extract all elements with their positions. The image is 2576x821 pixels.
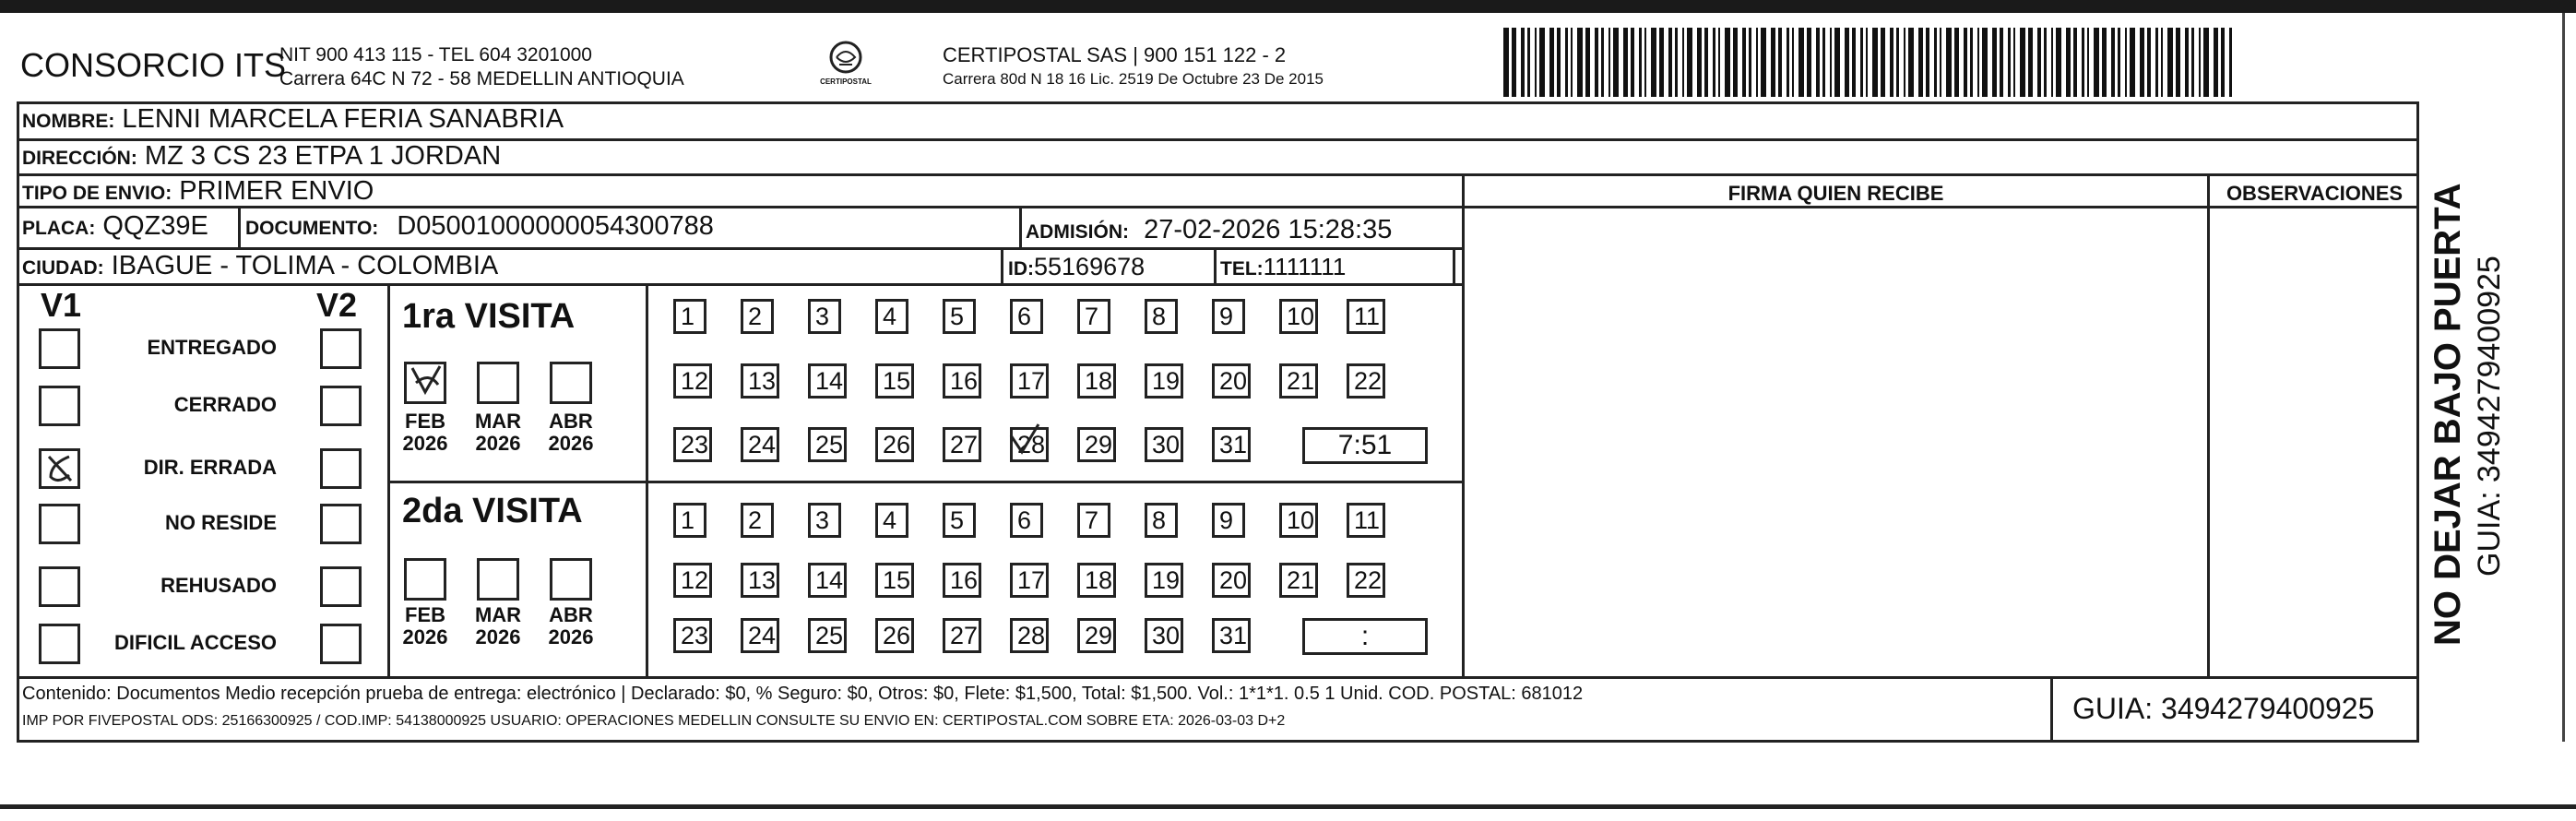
observaciones-header: OBSERVACIONES bbox=[2226, 182, 2404, 205]
day-number: 10 bbox=[1287, 506, 1315, 534]
day-number: 25 bbox=[815, 622, 844, 649]
month-name: FEB bbox=[405, 603, 445, 626]
day-box[interactable] bbox=[1010, 503, 1043, 538]
day-number: 22 bbox=[1354, 367, 1383, 395]
divider bbox=[17, 247, 1462, 250]
day-box[interactable] bbox=[1212, 427, 1251, 462]
day-box[interactable] bbox=[875, 427, 914, 462]
v2-checkbox[interactable] bbox=[320, 566, 362, 607]
placa-row bbox=[22, 211, 208, 242]
divider bbox=[387, 283, 390, 676]
day-box[interactable] bbox=[1077, 363, 1116, 399]
day-number: 31 bbox=[1219, 622, 1248, 649]
id-row bbox=[1008, 253, 1145, 281]
direccion-label: DIRECCIÓN: bbox=[22, 148, 137, 169]
day-number: 1 bbox=[681, 303, 695, 330]
ciudad-row bbox=[22, 251, 498, 281]
company-address: Carrera 64C N 72 - 58 MEDELLIN ANTIOQUIA bbox=[279, 68, 684, 89]
divider bbox=[17, 206, 2419, 208]
day-box[interactable] bbox=[673, 503, 706, 538]
v1-checkbox[interactable] bbox=[39, 504, 80, 544]
day-number: 10 bbox=[1287, 303, 1315, 330]
v1-checkbox[interactable] bbox=[39, 624, 80, 664]
v2-checkbox[interactable] bbox=[320, 448, 362, 489]
day-number: 5 bbox=[950, 506, 965, 534]
carrier-name: CERTIPOSTAL SAS | 900 151 122 - 2 bbox=[943, 43, 1287, 66]
divider bbox=[646, 283, 648, 676]
day-number: 19 bbox=[1152, 566, 1181, 594]
month-label bbox=[398, 604, 453, 648]
day-number: 19 bbox=[1152, 367, 1181, 395]
day-box[interactable] bbox=[673, 363, 712, 399]
side-warning: NO DEJAR BAJO PUERTA bbox=[2428, 183, 2468, 646]
state-label: DIR. ERRADA bbox=[143, 456, 277, 479]
day-box[interactable] bbox=[741, 427, 779, 462]
handwritten-mark-icon bbox=[42, 451, 78, 486]
month-year: 2026 bbox=[548, 625, 594, 648]
day-box[interactable] bbox=[875, 618, 914, 653]
documento-label: DOCUMENTO: bbox=[245, 218, 379, 239]
v1-header: V1 bbox=[41, 286, 82, 324]
day-number: 3 bbox=[815, 506, 830, 534]
day-number: 11 bbox=[1354, 303, 1381, 330]
day-box[interactable] bbox=[673, 618, 712, 653]
day-number: 20 bbox=[1219, 566, 1248, 594]
day-number: 8 bbox=[1152, 303, 1167, 330]
right-edge-line bbox=[2562, 13, 2565, 742]
month-name: FEB bbox=[405, 410, 445, 433]
day-number: 17 bbox=[1017, 367, 1046, 395]
company-name: CONSORCIO ITS bbox=[20, 46, 287, 84]
divider bbox=[2207, 173, 2210, 676]
footer-imp-line: IMP POR FIVEPOSTAL ODS: 25166300925 / COD.IMP: 54138000925 USUARIO: OPERACIONES MEDELLIN CONSULTE SU ENVIO EN: CERTIPOSTAL.COM SOBRE ETA: 2026-03-03 D+2 bbox=[22, 713, 1286, 729]
barcode bbox=[1503, 28, 2241, 97]
top-border bbox=[0, 0, 2576, 13]
footer-guia: GUIA: 3494279400925 bbox=[2072, 692, 2375, 725]
divider bbox=[1214, 247, 1217, 283]
month-year: 2026 bbox=[475, 625, 521, 648]
day-box[interactable] bbox=[673, 299, 706, 334]
day-number: 14 bbox=[815, 566, 844, 594]
day-number: 5 bbox=[950, 303, 965, 330]
day-number: 18 bbox=[1085, 566, 1113, 594]
month-year: 2026 bbox=[402, 625, 448, 648]
day-box[interactable] bbox=[1145, 363, 1183, 399]
documento-value: D05001000000054300788 bbox=[397, 211, 714, 241]
day-number: 21 bbox=[1287, 566, 1315, 594]
placa-label: PLACA: bbox=[22, 218, 96, 239]
handwritten-mark-icon bbox=[407, 364, 445, 403]
v2-checkbox[interactable] bbox=[320, 504, 362, 544]
tipo-label: TIPO DE ENVIO: bbox=[22, 183, 172, 204]
month-checkbox[interactable] bbox=[477, 558, 519, 601]
state-label: DIFICIL ACCESO bbox=[113, 631, 277, 654]
day-box[interactable] bbox=[943, 563, 981, 598]
day-box[interactable] bbox=[741, 299, 774, 334]
day-box[interactable] bbox=[741, 503, 774, 538]
day-number: 25 bbox=[815, 431, 844, 458]
divider bbox=[17, 283, 1462, 286]
day-number: 17 bbox=[1017, 566, 1046, 594]
day-number: 14 bbox=[815, 367, 844, 395]
day-box[interactable] bbox=[1279, 563, 1318, 598]
month-year: 2026 bbox=[548, 432, 594, 455]
month-label bbox=[543, 410, 599, 455]
divider bbox=[1453, 247, 1455, 283]
day-number: 18 bbox=[1085, 367, 1113, 395]
day-box[interactable] bbox=[1212, 618, 1251, 653]
divider bbox=[17, 676, 2419, 679]
second-visit-title: 2da VISITA bbox=[402, 492, 583, 530]
day-box[interactable] bbox=[943, 618, 981, 653]
month-name: ABR bbox=[549, 410, 593, 433]
day-box[interactable] bbox=[1077, 563, 1116, 598]
month-year: 2026 bbox=[475, 432, 521, 455]
day-number: 28 bbox=[1017, 431, 1046, 458]
admision-label: ADMISIÓN: bbox=[1026, 221, 1129, 243]
day-box[interactable] bbox=[943, 363, 981, 399]
nombre-label: NOMBRE: bbox=[22, 111, 115, 132]
day-box[interactable] bbox=[1279, 503, 1318, 538]
month-checkbox[interactable] bbox=[550, 558, 592, 601]
v1-checkbox[interactable] bbox=[39, 566, 80, 607]
direccion-value: MZ 3 CS 23 ETPA 1 JORDAN bbox=[144, 141, 502, 171]
day-box[interactable] bbox=[875, 563, 914, 598]
day-number: 15 bbox=[883, 566, 911, 594]
day-box[interactable] bbox=[1145, 563, 1183, 598]
day-box[interactable] bbox=[741, 563, 779, 598]
day-number: 6 bbox=[1017, 303, 1032, 330]
day-box[interactable] bbox=[875, 299, 908, 334]
day-number: 12 bbox=[681, 566, 709, 594]
divider bbox=[387, 481, 1462, 483]
day-box[interactable] bbox=[875, 503, 908, 538]
day-number: 1 bbox=[681, 506, 695, 534]
month-label bbox=[543, 604, 599, 648]
day-number: 12 bbox=[681, 367, 709, 395]
day-number: 16 bbox=[950, 367, 979, 395]
day-box[interactable] bbox=[1279, 299, 1318, 334]
month-label bbox=[470, 604, 526, 648]
day-number: 2 bbox=[748, 506, 763, 534]
day-box[interactable] bbox=[808, 299, 841, 334]
day-number: 27 bbox=[950, 431, 979, 458]
day-number: 9 bbox=[1219, 303, 1234, 330]
state-label: ENTREGADO bbox=[147, 336, 277, 359]
day-box[interactable] bbox=[808, 618, 847, 653]
day-box[interactable] bbox=[808, 363, 847, 399]
company-nit: NIT 900 413 115 - TEL 604 3201000 bbox=[279, 44, 592, 65]
divider bbox=[1462, 173, 1465, 676]
day-number: 13 bbox=[748, 367, 777, 395]
v1-checkbox[interactable] bbox=[39, 386, 80, 426]
handwritten-check-icon bbox=[1007, 421, 1048, 461]
tel-row bbox=[1220, 253, 1346, 281]
month-year: 2026 bbox=[402, 432, 448, 455]
day-number: 31 bbox=[1219, 431, 1248, 458]
carrier-address: Carrera 80d N 18 16 Lic. 2519 De Octubre 23 De 2015 bbox=[943, 70, 1324, 88]
day-number: 30 bbox=[1152, 431, 1181, 458]
admision-row bbox=[1026, 215, 1392, 245]
day-number: 26 bbox=[883, 431, 911, 458]
day-box[interactable] bbox=[1212, 503, 1245, 538]
id-value: 55169678 bbox=[1034, 253, 1146, 280]
day-number: 22 bbox=[1354, 566, 1383, 594]
ciudad-label: CIUDAD: bbox=[22, 257, 104, 279]
side-guia: GUIA: 3494279400925 bbox=[2472, 256, 2507, 577]
v2-checkbox[interactable] bbox=[320, 328, 362, 369]
day-number: 3 bbox=[815, 303, 830, 330]
day-number: 24 bbox=[748, 431, 777, 458]
day-box[interactable] bbox=[943, 503, 976, 538]
month-checkbox[interactable] bbox=[550, 362, 592, 404]
day-box[interactable] bbox=[1077, 427, 1116, 462]
placa-value: QQZ39E bbox=[102, 211, 208, 241]
day-box[interactable] bbox=[1347, 299, 1385, 334]
day-number: 29 bbox=[1085, 431, 1113, 458]
nombre-row bbox=[22, 104, 564, 135]
day-box[interactable] bbox=[1145, 427, 1183, 462]
first-visit-time[interactable]: 7:51 bbox=[1302, 427, 1428, 464]
day-number: 2 bbox=[748, 303, 763, 330]
nombre-value: LENNI MARCELA FERIA SANABRIA bbox=[122, 104, 564, 134]
day-number: 24 bbox=[748, 622, 777, 649]
direccion-row bbox=[22, 141, 501, 172]
day-number: 20 bbox=[1219, 367, 1248, 395]
id-label: ID: bbox=[1008, 258, 1034, 280]
day-number: 30 bbox=[1152, 622, 1181, 649]
day-box[interactable] bbox=[808, 563, 847, 598]
footer-content-line: Contenido: Documentos Medio recepción prueba de entrega: electrónico | Declarado: $0, % Seguro: $0, Otros: $0, Flete: $1,500, Total: $1,500. Vol.: 1*1*1. 0.5 1 Unid. COD. POSTAL: 681012 bbox=[22, 684, 1584, 704]
divider bbox=[1019, 206, 1022, 247]
tel-value: 1111111 bbox=[1263, 253, 1347, 280]
ciudad-value: IBAGUE - TOLIMA - COLOMBIA bbox=[111, 251, 499, 280]
month-name: ABR bbox=[549, 603, 593, 626]
day-box[interactable] bbox=[1010, 618, 1049, 653]
day-box[interactable] bbox=[673, 563, 712, 598]
divider bbox=[17, 173, 2419, 176]
tipo-row bbox=[22, 176, 374, 207]
day-number: 28 bbox=[1017, 622, 1046, 649]
day-number: 15 bbox=[883, 367, 911, 395]
state-label: CERRADO bbox=[173, 393, 277, 416]
day-number: 11 bbox=[1354, 506, 1381, 534]
day-box[interactable] bbox=[808, 503, 841, 538]
divider bbox=[1001, 247, 1003, 283]
day-number: 23 bbox=[681, 622, 709, 649]
day-number: 4 bbox=[883, 506, 897, 534]
tipo-value: PRIMER ENVIO bbox=[179, 176, 374, 206]
day-box[interactable] bbox=[1279, 363, 1318, 399]
certipostal-logo: CERTIPOSTAL bbox=[823, 39, 869, 96]
month-checkbox[interactable] bbox=[404, 362, 446, 404]
day-number: 16 bbox=[950, 566, 979, 594]
day-box[interactable] bbox=[741, 618, 779, 653]
v1-checkbox[interactable] bbox=[39, 328, 80, 369]
second-visit-time[interactable]: : bbox=[1302, 618, 1428, 655]
day-number: 7 bbox=[1085, 303, 1099, 330]
day-box[interactable] bbox=[1010, 427, 1049, 462]
day-box[interactable] bbox=[1347, 363, 1385, 399]
admision-value: 27-02-2026 15:28:35 bbox=[1144, 215, 1393, 244]
day-box[interactable] bbox=[1145, 618, 1183, 653]
day-number: 8 bbox=[1152, 506, 1167, 534]
day-box[interactable] bbox=[1010, 299, 1043, 334]
day-number: 29 bbox=[1085, 622, 1113, 649]
month-checkbox[interactable] bbox=[477, 362, 519, 404]
bottom-border bbox=[0, 804, 2576, 809]
day-box[interactable] bbox=[875, 363, 914, 399]
day-number: 21 bbox=[1287, 367, 1315, 395]
day-box[interactable] bbox=[1010, 563, 1049, 598]
state-label: REHUSADO bbox=[160, 574, 277, 597]
day-box[interactable] bbox=[1212, 563, 1251, 598]
day-number: 7 bbox=[1085, 506, 1099, 534]
day-box[interactable] bbox=[1077, 503, 1110, 538]
day-number: 13 bbox=[748, 566, 777, 594]
v2-checkbox[interactable] bbox=[320, 386, 362, 426]
day-box[interactable] bbox=[1077, 618, 1116, 653]
v2-checkbox[interactable] bbox=[320, 624, 362, 664]
day-number: 26 bbox=[883, 622, 911, 649]
day-box[interactable] bbox=[673, 427, 712, 462]
day-box[interactable] bbox=[943, 427, 981, 462]
state-label: NO RESIDE bbox=[164, 511, 277, 534]
month-checkbox[interactable] bbox=[404, 558, 446, 601]
day-number: 6 bbox=[1017, 506, 1032, 534]
month-name: MAR bbox=[474, 603, 522, 626]
divider bbox=[2050, 676, 2053, 743]
day-box[interactable] bbox=[1145, 503, 1178, 538]
firma-header: FIRMA QUIEN RECIBE bbox=[1727, 182, 1944, 205]
day-box[interactable] bbox=[808, 427, 847, 462]
month-name: MAR bbox=[474, 410, 522, 433]
day-box[interactable] bbox=[943, 299, 976, 334]
tel-label: TEL: bbox=[1220, 258, 1264, 280]
month-label bbox=[398, 410, 453, 455]
first-visit-title: 1ra VISITA bbox=[402, 297, 576, 336]
month-label bbox=[470, 410, 526, 455]
day-box[interactable] bbox=[1347, 503, 1385, 538]
day-number: 23 bbox=[681, 431, 709, 458]
v2-header: V2 bbox=[316, 286, 358, 324]
day-box[interactable] bbox=[1145, 299, 1178, 334]
day-box[interactable] bbox=[741, 363, 779, 399]
day-number: 27 bbox=[950, 622, 979, 649]
day-box[interactable] bbox=[1077, 299, 1110, 334]
day-number: 4 bbox=[883, 303, 897, 330]
day-number: 9 bbox=[1219, 506, 1234, 534]
day-box[interactable] bbox=[1212, 363, 1251, 399]
day-box[interactable] bbox=[1010, 363, 1049, 399]
day-box[interactable] bbox=[1212, 299, 1245, 334]
day-box[interactable] bbox=[1347, 563, 1385, 598]
documento-row bbox=[245, 211, 714, 242]
divider bbox=[238, 206, 241, 247]
v1-checkbox[interactable] bbox=[39, 448, 80, 489]
